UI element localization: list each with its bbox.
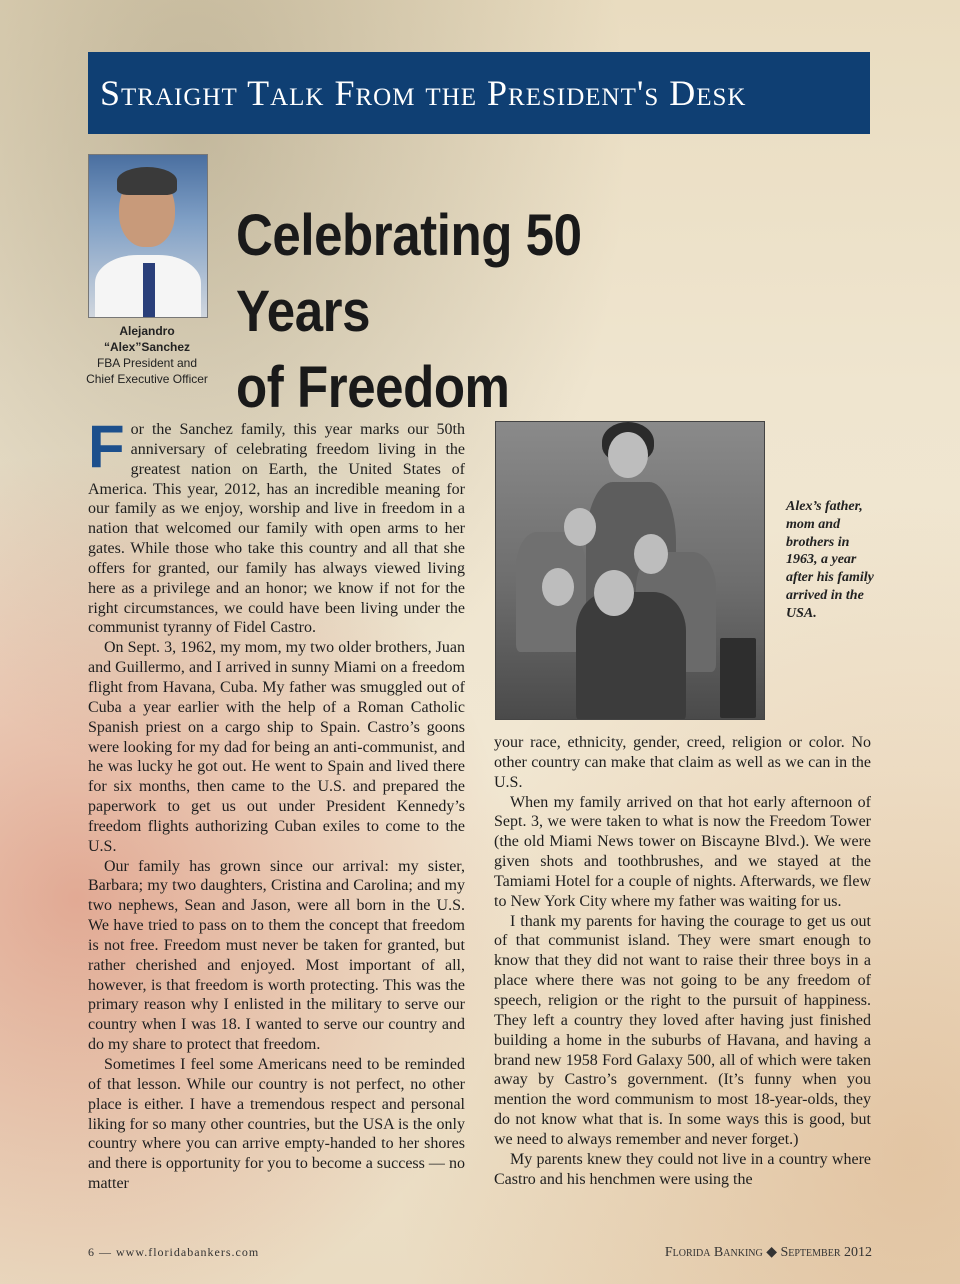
section-banner (88, 52, 870, 134)
photo-caption: Alex’s father, mom and brothers in 1963, a year after his family arrived in the USA. (786, 499, 874, 621)
article-paragraph: I thank my parents for having the courage to get us out of that communist island. They were smart enough to know that they did not want to raise their three boys in a place where there was not going to be any freedom of speech, religion or the right to the pursuit of happiness. They left a country they loved after having just finished building a home in the suburbs of Havana, and having a brand new 1958 Ford Galaxy 500, all of which were taken away by Castro’s government. (It’s funny when you mention the word communism to most 18-year-olds, they do not know what that is. In some ways this is good, but we need to always remember and never forget.) (494, 912, 871, 1148)
author-name-line1: Alejandro (119, 324, 175, 338)
article-paragraph: your race, ethnicity, gender, creed, religion or color. No other country can make that claim as well as we can in the U.S. (494, 734, 871, 791)
headline-line1: Celebrating 50 Years (236, 203, 582, 344)
article-column-right (494, 733, 871, 1189)
photo-brother-top-face (564, 508, 596, 546)
article-paragraph: When my family arrived on that hot early afternoon of Sept. 3, we were taken to what is now the Freedom Tower (the old Miami News tower on Biscayne Blvd.). We were given shots and toothbrushes, and we stayed at the Tamiami Hotel for a couple of nights. Afterwards, we flew to New York City where my father was waiting for us. (494, 793, 871, 910)
paragraph-text: or the Sanchez family, this year marks our 50th anniversary of celebrating freedom living in the greatest nation on Earth, the United States of America. This year, 2012, has an incredible meaning for our family as we enjoy, worship and live in freedom in a nation that welcomed our family with open arms to her gates. While those who take this country and all that she offers for granted, our family has always viewed living here as a privilege and an honor; we know if not for the right circumstances, we could have been living under the communist tyranny of Fidel Castro. (88, 421, 465, 637)
banner-title: Straight Talk From the President's Desk (100, 73, 747, 113)
author-name-line2: “Alex”Sanchez (103, 340, 191, 354)
footer-publication: Florida Banking ◆ September 2012 (664, 1245, 872, 1260)
article-paragraph: Sometimes I feel some Americans need to be reminded of that lesson. While our country is not perfect, no other place is either. I have a tremendous respect and personal liking for so many other countries, but the USA is the only country where you can arrive empty-handed to her shores and there is opportunity for you to become a success — no matter (88, 1056, 465, 1193)
author-title-line2: Chief Executive Officer (86, 372, 208, 386)
photo-father-face (594, 570, 634, 616)
photo-furniture (720, 638, 756, 718)
author-title-line1: FBA President and (96, 356, 198, 370)
article-paragraph (88, 413, 465, 638)
article-paragraph: Our family has grown since our arrival: my sister, Barbara; my two daughters, Cristina and Carolina; and my two nephews, Sean and Jason, were all born in the U.S. We have tried to pass on to them the concept that freedom is not free. Freedom must never be taken for granted, but rather cherished and enjoyed. Most important of all, however, is that freedom is worth protecting. This was the primary reason why I enlisted in the military to serve our country when I was 18. I wanted to serve our country and do my share to protect that freedom. (88, 857, 465, 1054)
photo-mother-face (608, 432, 648, 478)
photo-brother-right-face (634, 534, 668, 574)
article-paragraph: My parents knew they could not live in a country where Castro and his henchmen were using the (494, 1150, 871, 1188)
portrait-hair (117, 167, 177, 195)
photo-child-face (542, 568, 574, 606)
author-caption (80, 323, 214, 387)
author-portrait (88, 154, 208, 318)
photo-father-body (576, 592, 686, 720)
article-headline (236, 198, 711, 426)
portrait-tie (143, 263, 155, 317)
headline-line2: of Freedom (236, 355, 510, 420)
article-paragraph: On Sept. 3, 1962, my mom, my two older brothers, Juan and Guillermo, and I arrived in sunny Miami on a freedom flight from Havana, Cuba. My father was smuggled out of Cuba a year earlier with the help of a Roman Catholic Spanish priest on a cargo ship to Spain. Castro’s goons were looking for my dad for being an anti-communist, and he was lucky he got out. He went to Spain and lived there for six months, then came to the U.S. and prepared the paperwork to get us out under President Kennedy’s freedom flights authorizing Cuban exiles to come to the U.S. (88, 639, 465, 855)
article-column-left (88, 413, 465, 1194)
family-photo (495, 421, 765, 720)
footer-page-url: 6 — www.floridabankers.com (88, 1245, 260, 1259)
drop-cap: F (88, 413, 125, 480)
